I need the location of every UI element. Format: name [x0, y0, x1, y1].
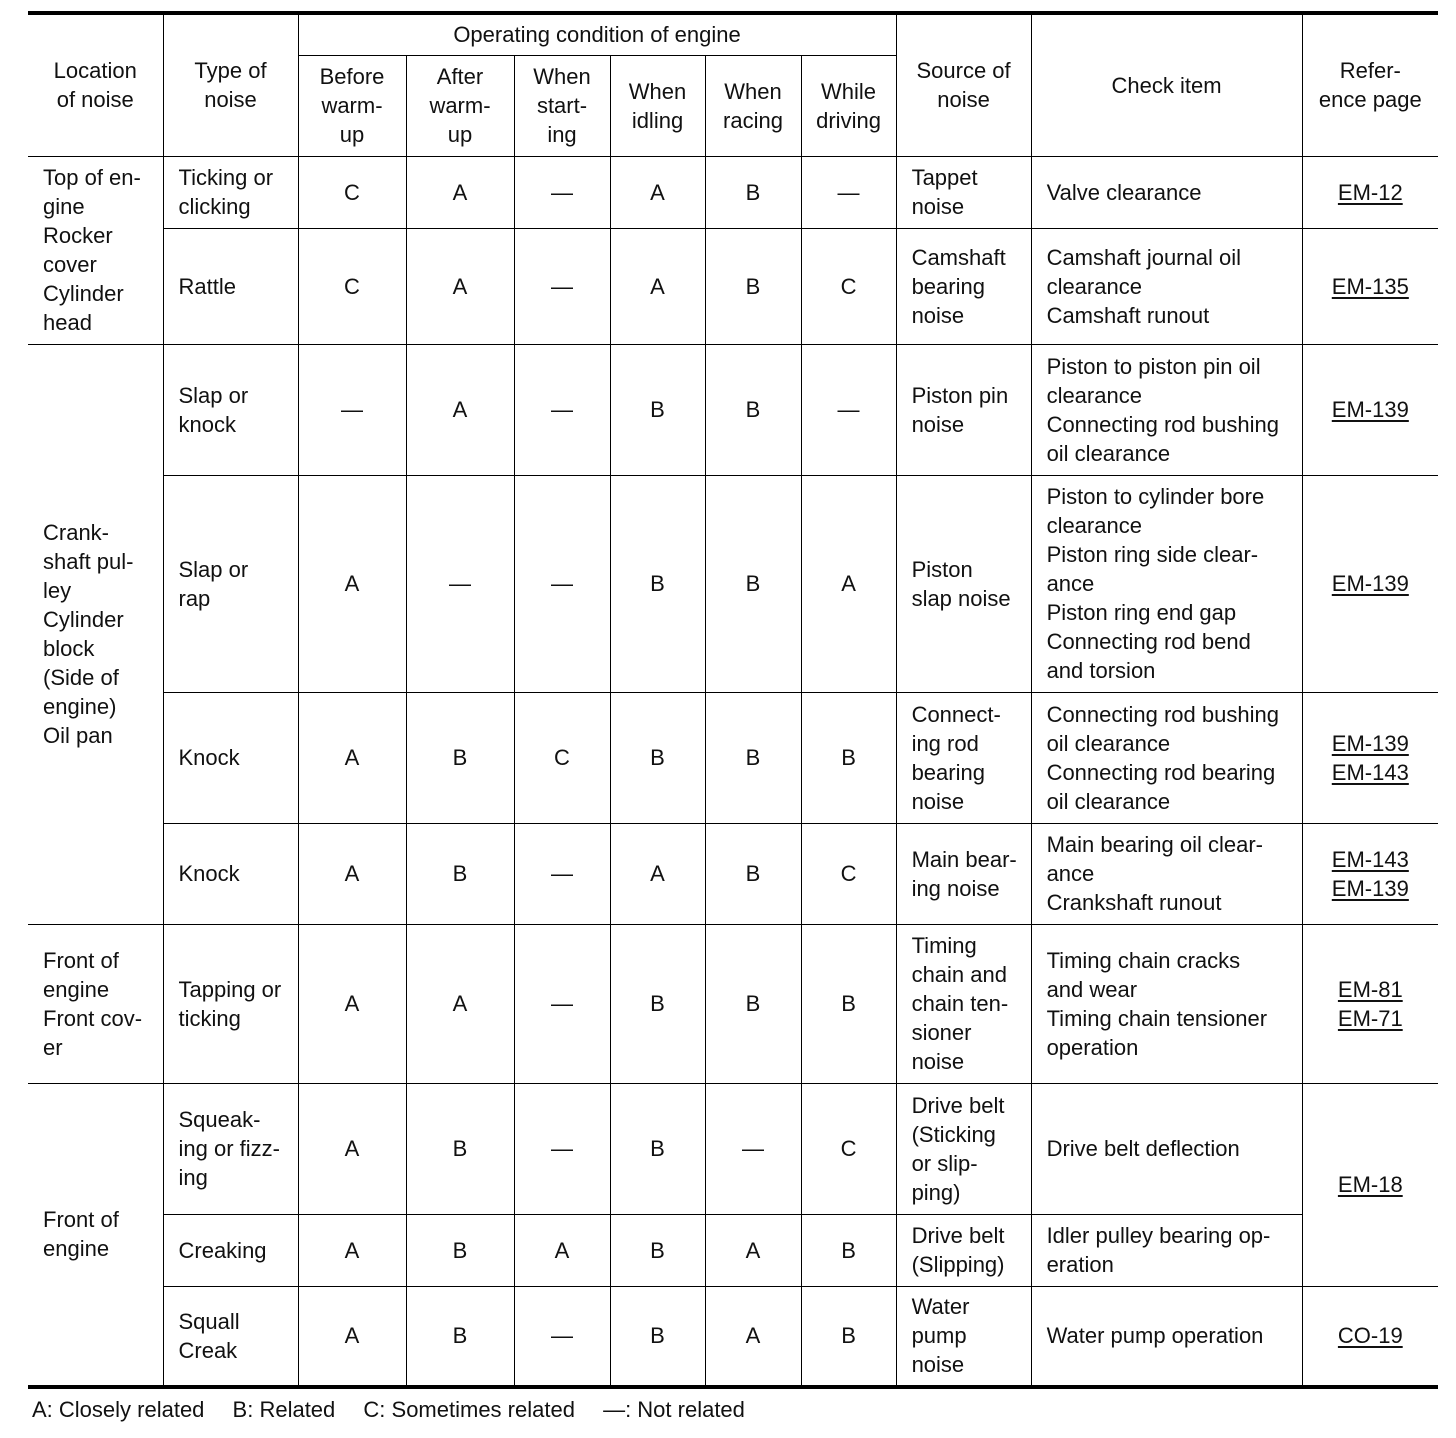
table-row [28, 475, 1438, 692]
noise-type-cell: Squall Creak [163, 1286, 298, 1387]
noise-type-cell: Slap or rap [163, 475, 298, 692]
condition-cell: B [610, 692, 705, 823]
source-cell: Tappet noise [896, 156, 1031, 228]
condition-cell: A [298, 924, 406, 1083]
table-row [28, 228, 1438, 344]
reference-link[interactable]: EM-143 [1331, 759, 1409, 785]
condition-cell: A [610, 823, 705, 924]
condition-cell: A [406, 344, 514, 475]
condition-cell: B [610, 344, 705, 475]
condition-cell: A [801, 475, 896, 692]
noise-type-cell: Squeak- ing or fizz- ing [163, 1083, 298, 1214]
condition-cell: A [705, 1286, 801, 1387]
condition-cell: B [801, 692, 896, 823]
condition-cell: A [406, 156, 514, 228]
condition-cell: A [298, 475, 406, 692]
reference-link[interactable]: EM-18 [1337, 1172, 1403, 1197]
condition-cell: B [406, 1286, 514, 1387]
engine-noise-table [28, 11, 1438, 1389]
condition-cell: B [801, 1286, 896, 1387]
condition-cell: — [801, 156, 896, 228]
reference-link[interactable]: EM-139 [1331, 571, 1409, 596]
check-item-cell: Timing chain cracks and wear Timing chain tensioner operation [1031, 924, 1302, 1083]
condition-cell: A [610, 228, 705, 344]
reference-cell [1302, 692, 1438, 823]
condition-cell: A [406, 228, 514, 344]
header-while-driving: While driving [801, 55, 896, 156]
condition-cell: — [514, 475, 610, 692]
check-item-cell: Drive belt deflection [1031, 1083, 1302, 1214]
reference-cell [1302, 344, 1438, 475]
location-cell: Crank- shaft pul- ley Cylinder block (Side of engine) Oil pan [28, 344, 163, 924]
table-row [28, 1286, 1438, 1387]
condition-cell: B [406, 1083, 514, 1214]
reference-link[interactable]: EM-139 [1331, 875, 1409, 901]
header-before-warm-up: Before warm- up [298, 55, 406, 156]
noise-type-cell: Knock [163, 823, 298, 924]
table-body [28, 156, 1438, 1387]
condition-cell: — [514, 1083, 610, 1214]
condition-cell: B [406, 692, 514, 823]
location-cell: Top of en- gine Rocker cover Cylinder head [28, 156, 163, 344]
condition-cell: B [610, 1286, 705, 1387]
condition-cell: B [705, 692, 801, 823]
header-operating-condition: Operating condition of engine [298, 13, 896, 55]
header-location: Location of noise [28, 13, 163, 156]
table-row [28, 924, 1438, 1083]
header-type: Type of noise [163, 13, 298, 156]
table-row [28, 156, 1438, 228]
condition-cell: — [514, 1286, 610, 1387]
table-row [28, 1214, 1438, 1286]
condition-cell: — [514, 228, 610, 344]
reference-link[interactable]: EM-143 [1331, 846, 1409, 872]
condition-cell: — [801, 344, 896, 475]
reference-cell [1302, 475, 1438, 692]
source-cell: Piston slap noise [896, 475, 1031, 692]
condition-cell: B [705, 823, 801, 924]
header-after-warm-up: After warm- up [406, 55, 514, 156]
source-cell: Main bear- ing noise [896, 823, 1031, 924]
condition-cell: B [610, 475, 705, 692]
reference-link[interactable]: EM-139 [1331, 730, 1409, 756]
condition-cell: B [406, 1214, 514, 1286]
legend [28, 1395, 1438, 1424]
legend-related: B: Related [232, 1397, 336, 1422]
condition-cell: B [801, 1214, 896, 1286]
table-header [28, 13, 1438, 156]
legend-closely-related: A: Closely related [32, 1397, 205, 1422]
condition-cell: A [298, 823, 406, 924]
condition-cell: C [298, 228, 406, 344]
reference-link[interactable]: EM-81 [1337, 976, 1403, 1002]
source-cell: Drive belt (Slipping) [896, 1214, 1031, 1286]
condition-cell: C [514, 692, 610, 823]
condition-cell: B [705, 228, 801, 344]
condition-cell: B [610, 1083, 705, 1214]
condition-cell: A [406, 924, 514, 1083]
check-item-cell: Piston to piston pin oil clearance Connecting rod bushing oil clearance [1031, 344, 1302, 475]
noise-type-cell: Creaking [163, 1214, 298, 1286]
source-cell: Water pump noise [896, 1286, 1031, 1387]
condition-cell: B [705, 924, 801, 1083]
condition-cell: A [298, 692, 406, 823]
check-item-cell: Main bearing oil clear- ance Crankshaft runout [1031, 823, 1302, 924]
reference-link[interactable]: EM-12 [1337, 179, 1403, 205]
condition-cell: B [801, 924, 896, 1083]
condition-cell: B [705, 156, 801, 228]
condition-cell: — [514, 823, 610, 924]
condition-cell: C [801, 228, 896, 344]
condition-cell: B [610, 1214, 705, 1286]
reference-cell [1302, 924, 1438, 1083]
noise-type-cell: Ticking or clicking [163, 156, 298, 228]
legend-not-related: —: Not related [603, 1397, 745, 1422]
condition-cell: C [801, 823, 896, 924]
table-row [28, 692, 1438, 823]
reference-cell [1302, 1286, 1438, 1387]
reference-link[interactable]: CO-19 [1337, 1323, 1403, 1349]
check-item-cell: Idler pulley bearing op- eration [1031, 1214, 1302, 1286]
table-row [28, 1083, 1438, 1214]
check-item-cell: Piston to cylinder bore clearance Piston ring side clear- ance Piston ring end gap Connecting rod bend and torsion [1031, 475, 1302, 692]
condition-cell: — [514, 156, 610, 228]
source-cell: Connect- ing rod bearing noise [896, 692, 1031, 823]
check-item-cell: Water pump operation [1031, 1286, 1302, 1387]
header-reference-page: Refer- ence page [1302, 13, 1438, 156]
condition-cell: A [298, 1214, 406, 1286]
noise-type-cell: Rattle [163, 228, 298, 344]
table-row [28, 344, 1438, 475]
noise-type-cell: Tapping or ticking [163, 924, 298, 1083]
condition-cell: — [514, 924, 610, 1083]
condition-cell: B [610, 924, 705, 1083]
condition-cell: C [801, 1083, 896, 1214]
condition-cell: — [406, 475, 514, 692]
source-cell: Timing chain and chain ten- sioner noise [896, 924, 1031, 1083]
legend-sometimes-related: C: Sometimes related [363, 1397, 575, 1422]
header-when-racing: When racing [705, 55, 801, 156]
condition-cell: A [610, 156, 705, 228]
reference-cell [1302, 823, 1438, 924]
reference-cell [1302, 1083, 1438, 1286]
condition-cell: A [705, 1214, 801, 1286]
condition-cell: — [705, 1083, 801, 1214]
condition-cell: B [705, 344, 801, 475]
table-row [28, 823, 1438, 924]
header-check-item: Check item [1031, 13, 1302, 156]
reference-link[interactable]: EM-139 [1331, 397, 1409, 422]
reference-cell [1302, 228, 1438, 344]
reference-link[interactable]: EM-71 [1337, 1005, 1403, 1031]
noise-type-cell: Knock [163, 692, 298, 823]
condition-cell: — [298, 344, 406, 475]
check-item-cell: Connecting rod bushing oil clearance Connecting rod bearing oil clearance [1031, 692, 1302, 823]
header-when-starting: When start- ing [514, 55, 610, 156]
condition-cell: B [705, 475, 801, 692]
header-source: Source of noise [896, 13, 1031, 156]
condition-cell: C [298, 156, 406, 228]
condition-cell: B [406, 823, 514, 924]
noise-diagnosis-sheet [28, 11, 1438, 1424]
source-cell: Drive belt (Sticking or slip- ping) [896, 1083, 1031, 1214]
check-item-cell: Valve clearance [1031, 156, 1302, 228]
condition-cell: A [298, 1286, 406, 1387]
condition-cell: A [514, 1214, 610, 1286]
source-cell: Piston pin noise [896, 344, 1031, 475]
check-item-cell: Camshaft journal oil clearance Camshaft runout [1031, 228, 1302, 344]
location-cell: Front of engine [28, 1083, 163, 1387]
header-when-idling: When idling [610, 55, 705, 156]
condition-cell: — [514, 344, 610, 475]
location-cell: Front of engine Front cov- er [28, 924, 163, 1083]
reference-cell [1302, 156, 1438, 228]
condition-cell: A [298, 1083, 406, 1214]
source-cell: Camshaft bearing noise [896, 228, 1031, 344]
reference-link[interactable]: EM-135 [1331, 273, 1409, 299]
noise-type-cell: Slap or knock [163, 344, 298, 475]
